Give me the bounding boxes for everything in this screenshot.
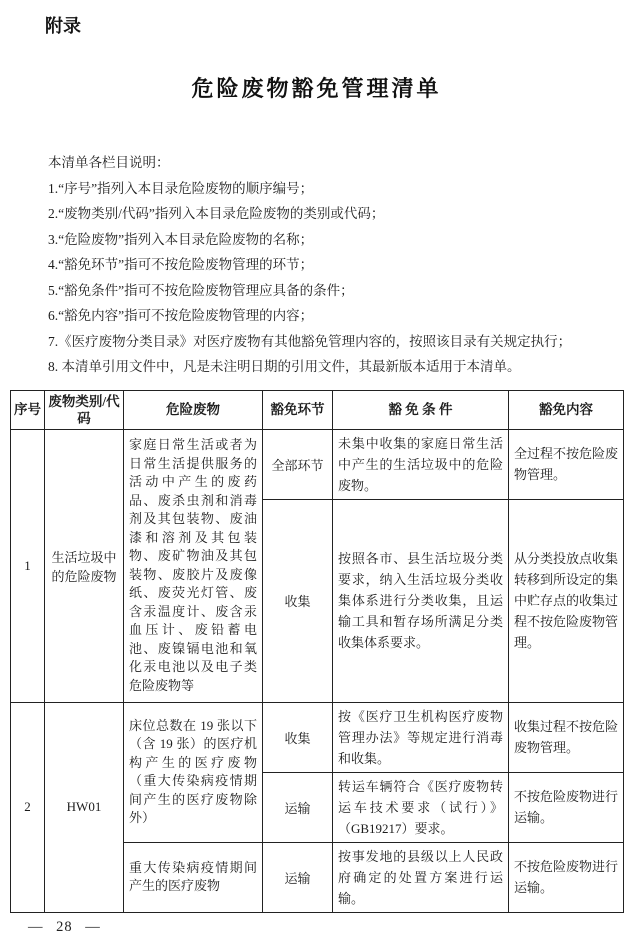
document-title: 危险废物豁免管理清单 [191, 76, 442, 101]
cell-row1-waste: 家庭日常生活或者为日常生活提供服务的活动中产生的废药品、废杀虫剂和消毒剂及其包装物、废油漆和溶剂及其包装物、废矿物油及其包装物、废胶片及废像纸、废荧光灯管、废含汞温度计、废含汞血压计、废铅蓄电池、废镍镉电池和氧化汞电池以及电子类危险废物等 [124, 429, 263, 702]
cell-row1-sub2-stage: 收集 [263, 499, 333, 702]
cell-row1-sub2-content: 从分类投放点收集转移到所设定的集中贮存点的收集过程不按危险废物管理。 [509, 499, 624, 702]
cell-row2-serial: 2 [11, 702, 45, 912]
note-item: 2.“废物类别/代码”指列入本目录危险废物的类别或代码； [48, 206, 385, 221]
cell-row1-sub2-condition: 按照各市、县生活垃圾分类要求，纳入生活垃圾分类收集体系进行分类收集，且运输工具和暂存场所满足分类收集体系要求。 [333, 499, 509, 702]
cell-row2-sub1-stage: 收集 [263, 702, 333, 772]
cell-row2-sub1-condition: 按《医疗卫生机构医疗废物管理办法》等规定进行消毒和收集。 [333, 702, 509, 772]
cell-row1-sub1-stage: 全部环节 [263, 429, 333, 499]
appendix-label: 附录 [45, 16, 81, 36]
notes-heading: 本清单各栏目说明： [48, 155, 170, 170]
notes-list [48, 176, 595, 380]
cell-row2-sub2-stage: 运输 [263, 772, 333, 842]
note-item: 6.“豁免内容”指可不按危险废物管理的内容； [48, 308, 314, 323]
cell-row1-sub1-content: 全过程不按危险废物管理。 [509, 429, 624, 499]
cell-row2-waste-a: 床位总数在 19 张以下（含 19 张）的医疗机构产生的医疗废物（重大传染病疫情期间产生的医疗废物除外） [124, 702, 263, 842]
cell-row2-sub2-condition: 转运车辆符合《医疗废物转运车技术要求（试行）》（GB19217）要求。 [333, 772, 509, 842]
table-row [11, 429, 624, 499]
col-header-serial: 序号 [11, 390, 45, 429]
note-item: 5.“豁免条件”指可不按危险废物管理应具备的条件； [48, 282, 354, 298]
col-header-content: 豁免内容 [509, 390, 624, 429]
cell-row2-category: HW01 [45, 702, 124, 912]
cell-row2-sub2-content: 不按危险废物进行运输。 [509, 772, 624, 842]
notes-section [48, 150, 595, 380]
note-item: 3.“危险废物”指列入本目录危险废物的名称； [48, 231, 314, 247]
note-item: 8. 本清单引用文件中，凡是未注明日期的引用文件，其最新版本适用于本清单。 [48, 359, 521, 374]
table-row [11, 702, 624, 772]
note-item: 7.《医疗废物分类目录》对医疗废物有其他豁免管理内容的，按照该目录有关规定执行； [48, 333, 572, 349]
col-header-waste: 危险废物 [124, 390, 263, 429]
cell-row1-sub1-condition: 未集中收集的家庭日常生活中产生的生活垃圾中的危险废物。 [333, 429, 509, 499]
cell-row2-sub3-condition: 按事发地的县级以上人民政府确定的处置方案进行运输。 [333, 842, 509, 912]
col-header-condition: 豁 免 条 件 [333, 390, 509, 429]
col-header-category: 废物类别/代码 [45, 390, 124, 429]
table-header-row [11, 390, 624, 429]
note-item: 1.“序号”指列入本目录危险废物的顺序编号； [48, 180, 314, 196]
page-number: — 28 — [28, 918, 101, 935]
exemption-table [10, 390, 624, 913]
cell-row2-waste-b: 重大传染病疫情期间产生的医疗废物 [124, 842, 263, 912]
col-header-stage: 豁免环节 [263, 390, 333, 429]
cell-row2-sub1-content: 收集过程不按危险废物管理。 [509, 702, 624, 772]
cell-row1-category: 生活垃圾中的危险废物 [45, 429, 124, 702]
note-item: 4.“豁免环节”指可不按危险废物管理的环节； [48, 257, 314, 272]
cell-row2-sub3-stage: 运输 [263, 842, 333, 912]
cell-row1-serial: 1 [11, 429, 45, 702]
cell-row2-sub3-content: 不按危险废物进行运输。 [509, 842, 624, 912]
